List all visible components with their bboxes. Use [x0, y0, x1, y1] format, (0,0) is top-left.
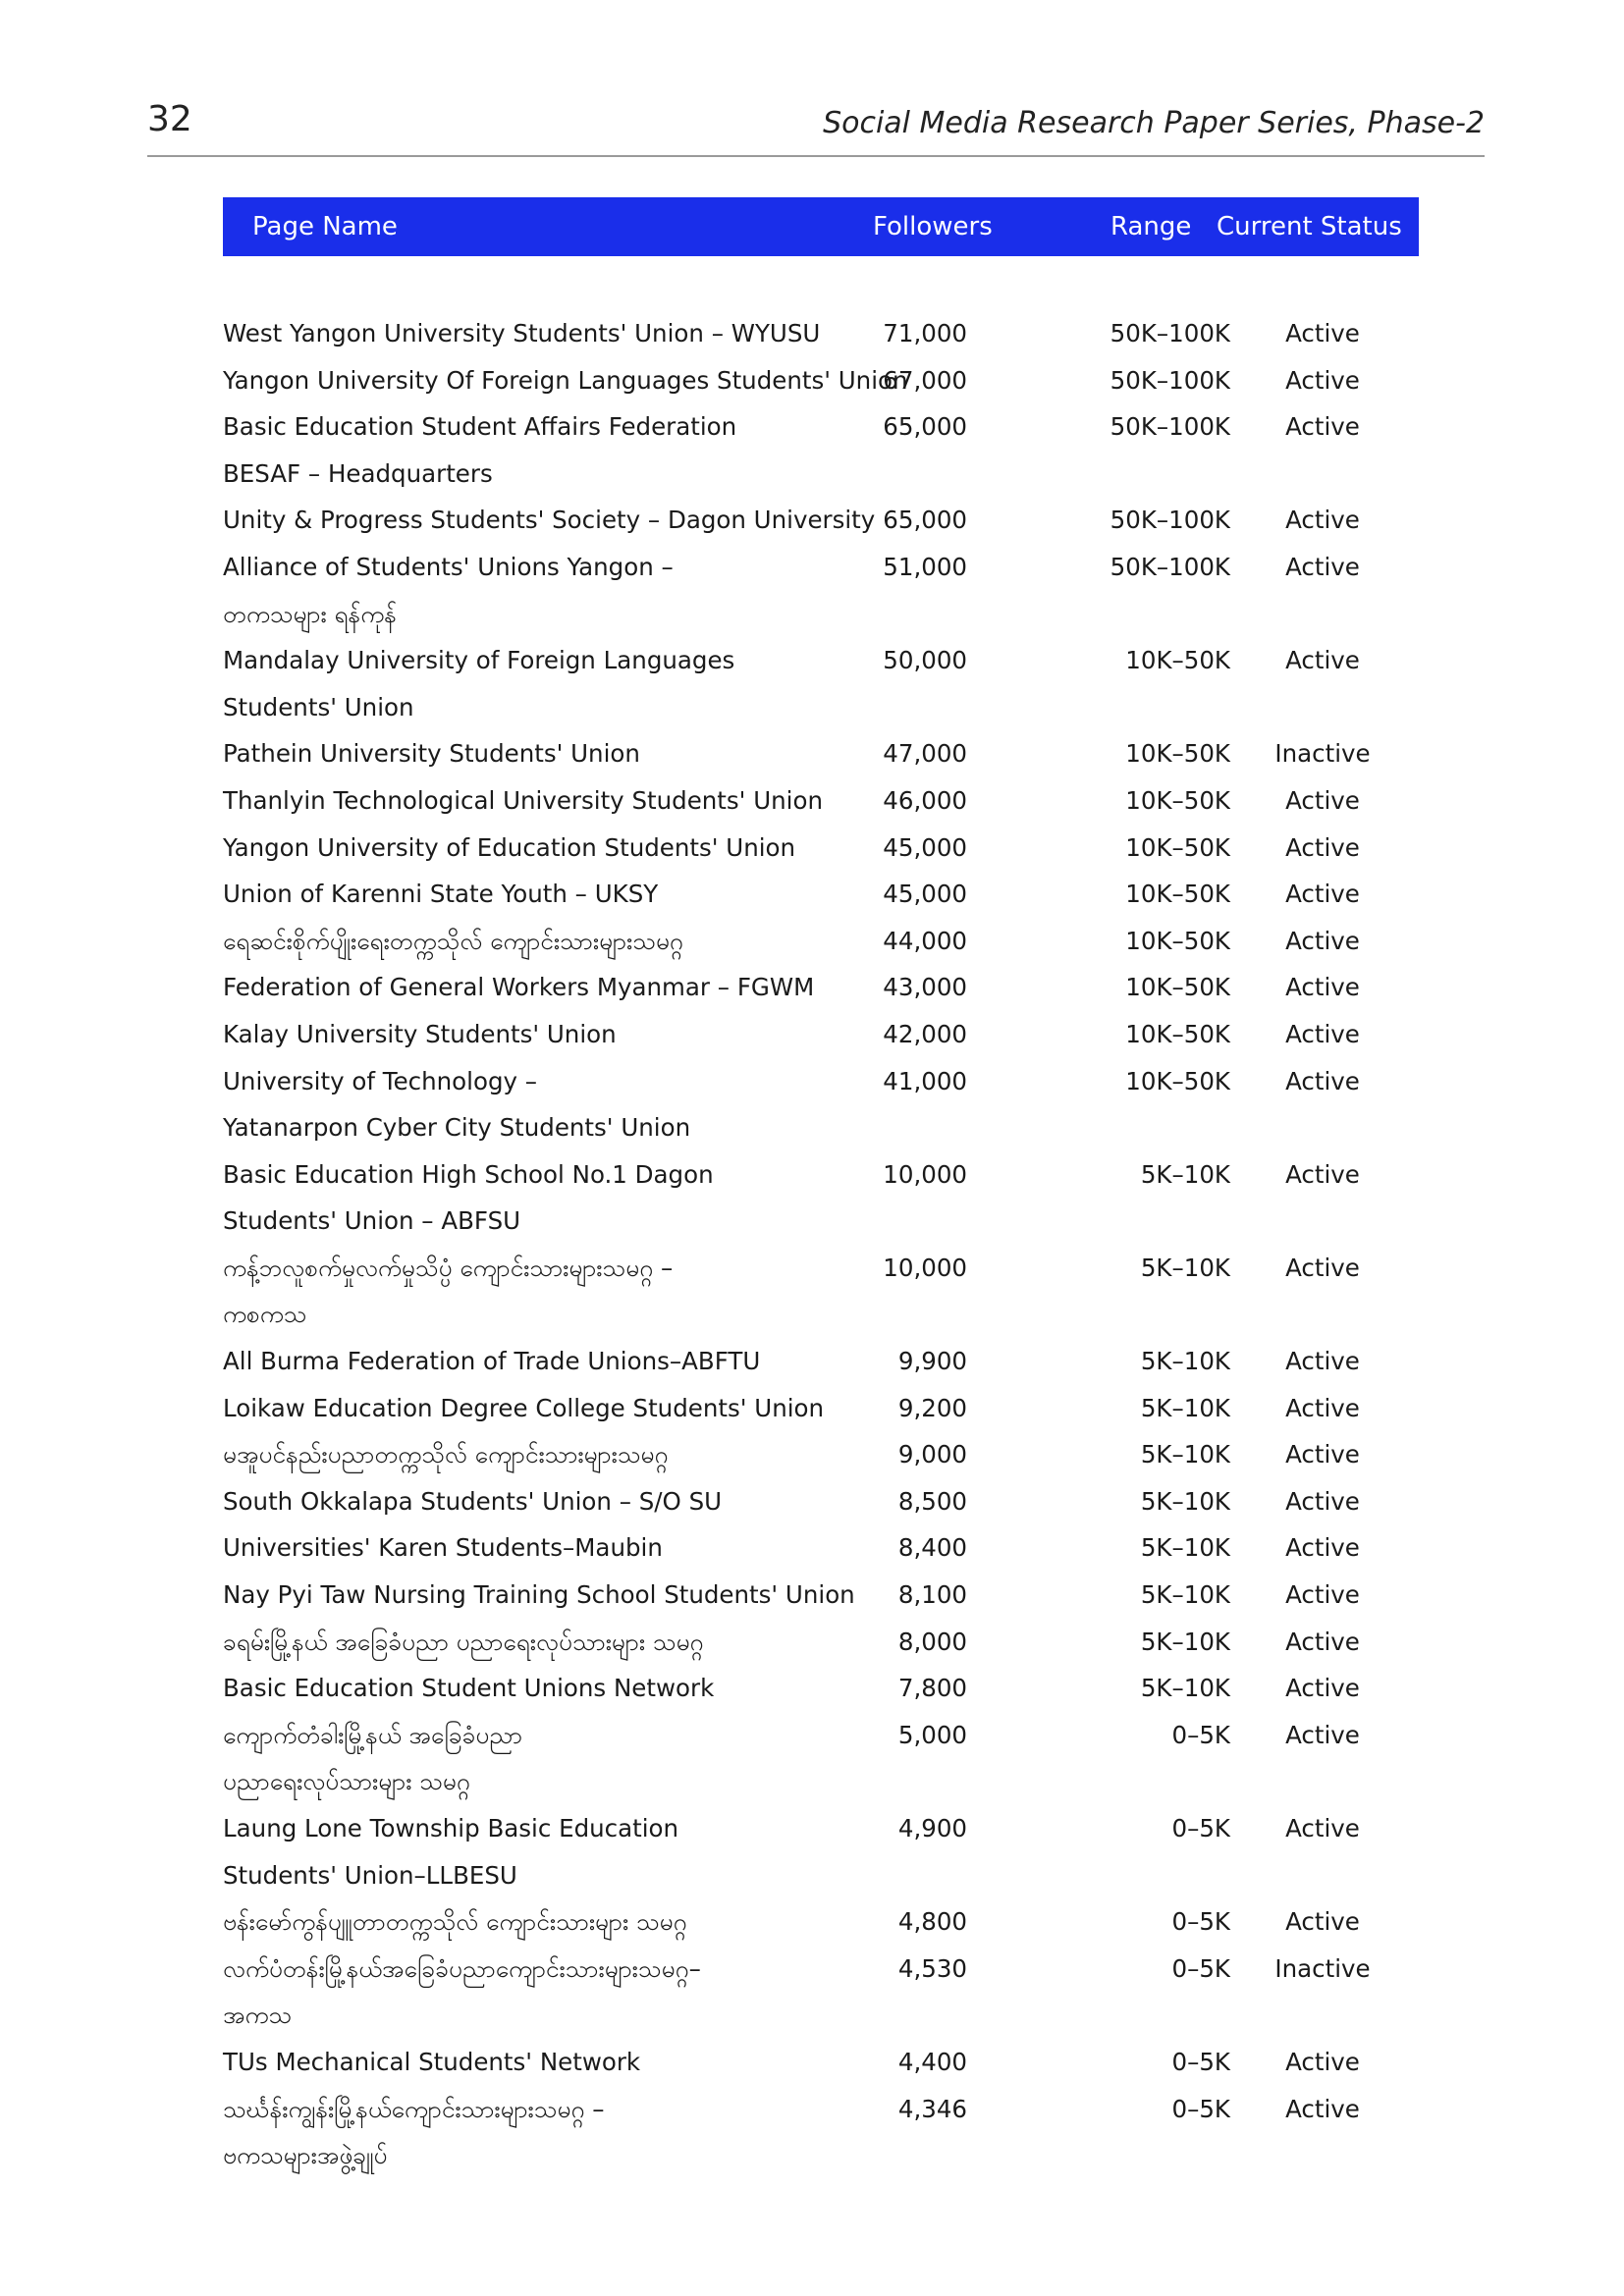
page-name-cell: Yangon University Of Foreign Languages Students' Union: [223, 365, 908, 395]
range-cell: 10K–50K: [1125, 973, 1230, 1002]
page-name-cell: Mandalay University of Foreign Languages Students' Union: [223, 646, 735, 721]
range-cell: 0–5K: [1171, 2094, 1230, 2123]
status-cell: Active: [1285, 1159, 1360, 1189]
range-cell: 50K–100K: [1110, 552, 1230, 581]
page-name-cell: Loikaw Education Degree College Students' Union: [223, 1393, 825, 1422]
status-cell: Active: [1285, 319, 1360, 347]
page-name-cell: Universities' Karen Students–Maubin: [223, 1533, 663, 1563]
table-row: [223, 1619, 1419, 1666]
status-cell: Active: [1285, 412, 1360, 442]
status-cell: Active: [1285, 506, 1360, 535]
table-row: [223, 310, 1419, 357]
range-cell: 50K–100K: [1110, 506, 1230, 535]
followers-table: [223, 197, 1419, 2179]
table-row: [223, 730, 1419, 777]
status-cell: Inactive: [1274, 739, 1371, 769]
table-row: [223, 1805, 1419, 1898]
status-cell: Active: [1285, 2094, 1360, 2123]
followers-cell: 4,900: [897, 1814, 967, 1842]
range-cell: 5K–10K: [1140, 1533, 1230, 1563]
table-row: [223, 1338, 1419, 1385]
header-rule: [147, 155, 1485, 157]
table-row: [223, 357, 1419, 404]
followers-cell: 45,000: [883, 880, 967, 909]
range-cell: 10K–50K: [1125, 646, 1230, 675]
range-cell: 5K–10K: [1140, 1674, 1230, 1703]
status-cell: Active: [1285, 1907, 1360, 1937]
status-cell: Active: [1285, 646, 1360, 675]
status-cell: Active: [1285, 1720, 1360, 1749]
status-cell: Active: [1285, 973, 1360, 1002]
range-cell: 5K–10K: [1140, 1440, 1230, 1469]
page-name-cell: Basic Education Student Affairs Federation BESAF – Headquarters: [223, 412, 737, 488]
range-cell: 5K–10K: [1140, 1393, 1230, 1422]
status-cell: Active: [1285, 1440, 1360, 1469]
followers-cell: 71,000: [883, 319, 967, 347]
followers-cell: 9,900: [897, 1347, 967, 1376]
status-cell: Active: [1285, 1627, 1360, 1656]
status-cell: Active: [1285, 1019, 1360, 1048]
table-row: [223, 1572, 1419, 1619]
page-name-cell: Federation of General Workers Myanmar – FGWM: [223, 973, 815, 1002]
header-range: Range: [1110, 212, 1192, 241]
page-name-cell: ခရမ်းမြို့နယ် အခြေခံပညာ ပညာရေးလုပ်သားများ သမဂ္ဂ: [223, 1627, 704, 1656]
running-title: Social Media Research Paper Series, Phase-2: [823, 106, 1485, 140]
page-name-cell: Kalay University Students' Union: [223, 1019, 617, 1048]
range-cell: 10K–50K: [1125, 832, 1230, 862]
page-name-cell: Union of Karenni State Youth – UKSY: [223, 880, 659, 909]
status-cell: Active: [1285, 1347, 1360, 1376]
table-row: [223, 918, 1419, 965]
followers-cell: 4,400: [897, 2047, 967, 2076]
table-row: [223, 1946, 1419, 2039]
table-row: [223, 2086, 1419, 2179]
range-cell: 5K–10K: [1140, 1627, 1230, 1656]
status-cell: Active: [1285, 832, 1360, 862]
range-cell: 10K–50K: [1125, 1066, 1230, 1095]
followers-cell: 45,000: [883, 832, 967, 862]
status-cell: Active: [1285, 1580, 1360, 1610]
table-row: [223, 1665, 1419, 1712]
table-row: [223, 1151, 1419, 1245]
followers-cell: 7,800: [897, 1674, 967, 1703]
table-row: [223, 1431, 1419, 1478]
table-row: [223, 1245, 1419, 1338]
header-current-status: Current Status: [1217, 212, 1402, 241]
table-row: [223, 825, 1419, 872]
table-row: [223, 1524, 1419, 1572]
followers-cell: 65,000: [883, 506, 967, 535]
range-cell: 0–5K: [1171, 1720, 1230, 1749]
page-name-cell: Unity & Progress Students' Society – Dagon University: [223, 506, 876, 535]
page-name-cell: Pathein University Students' Union: [223, 739, 640, 769]
status-cell: Active: [1285, 1814, 1360, 1842]
table-row: [223, 544, 1419, 637]
followers-cell: 4,800: [897, 1907, 967, 1937]
page-name-cell: Yangon University of Education Students' Union: [223, 832, 796, 862]
followers-cell: 41,000: [883, 1066, 967, 1095]
status-cell: Active: [1285, 1066, 1360, 1095]
followers-cell: 8,000: [897, 1627, 967, 1656]
table-row: [223, 637, 1419, 730]
status-cell: Active: [1285, 1674, 1360, 1703]
followers-cell: 50,000: [883, 646, 967, 675]
table-row: [223, 1011, 1419, 1058]
table-row: [223, 403, 1419, 497]
followers-cell: 46,000: [883, 785, 967, 815]
followers-cell: 51,000: [883, 552, 967, 581]
range-cell: 0–5K: [1171, 2047, 1230, 2076]
page-name-cell: West Yangon University Students' Union – WYUSU: [223, 319, 821, 347]
table-row: [223, 1898, 1419, 1946]
followers-cell: 44,000: [883, 926, 967, 955]
status-cell: Active: [1285, 2047, 1360, 2076]
range-cell: 0–5K: [1171, 1953, 1230, 1983]
page-name-cell: Basic Education Student Unions Network: [223, 1674, 715, 1703]
status-cell: Active: [1285, 785, 1360, 815]
page-name-cell: သင်္ဃန်းကျွန်းမြို့နယ်ကျောင်းသားများသမဂ္ဂ – ဗကသများအဖွဲ့ချုပ်: [223, 2094, 605, 2170]
status-cell: Active: [1285, 1533, 1360, 1563]
followers-cell: 10,000: [883, 1253, 967, 1282]
followers-cell: 9,000: [897, 1440, 967, 1469]
range-cell: 5K–10K: [1140, 1580, 1230, 1610]
page-name-cell: Alliance of Students' Unions Yangon – တကသများ ရန်ကုန်: [223, 552, 674, 628]
followers-cell: 4,346: [897, 2094, 967, 2123]
table-body: [223, 310, 1419, 2179]
followers-cell: 9,200: [897, 1393, 967, 1422]
status-cell: Active: [1285, 926, 1360, 955]
followers-cell: 43,000: [883, 973, 967, 1002]
page-name-cell: မအူပင်နည်းပညာတက္ကသိုလ် ကျောင်းသားများသမဂ္ဂ: [223, 1440, 669, 1469]
status-cell: Active: [1285, 1393, 1360, 1422]
page-name-cell: Laung Lone Township Basic Education Students' Union–LLBESU: [223, 1814, 679, 1890]
page-name-cell: Basic Education High School No.1 Dagon Students' Union – ABFSU: [223, 1159, 714, 1236]
page-name-cell: ကန့်ဘလူစက်မှုလက်မှုသိပ္ပံ ကျောင်းသားများသမဂ္ဂ – ကစကသ: [223, 1253, 674, 1329]
followers-cell: 47,000: [883, 739, 967, 769]
followers-cell: 5,000: [897, 1720, 967, 1749]
followers-cell: 10,000: [883, 1159, 967, 1189]
table-row: [223, 964, 1419, 1011]
header-followers: Followers: [873, 212, 993, 241]
range-cell: 5K–10K: [1140, 1159, 1230, 1189]
followers-cell: 8,400: [897, 1533, 967, 1563]
range-cell: 10K–50K: [1125, 1019, 1230, 1048]
range-cell: 50K–100K: [1110, 319, 1230, 347]
table-row: [223, 1058, 1419, 1151]
range-cell: 10K–50K: [1125, 739, 1230, 769]
range-cell: 10K–50K: [1125, 880, 1230, 909]
table-row: [223, 1478, 1419, 1525]
page-name-cell: TUs Mechanical Students' Network: [223, 2047, 641, 2076]
status-cell: Active: [1285, 1486, 1360, 1516]
status-cell: Active: [1285, 1253, 1360, 1282]
range-cell: 5K–10K: [1140, 1253, 1230, 1282]
table-row: [223, 497, 1419, 544]
followers-cell: 8,500: [897, 1486, 967, 1516]
page-name-cell: ကျောက်တံခါးမြို့နယ် အခြေခံပညာ ပညာရေးလုပ်သားများ သမဂ္ဂ: [223, 1720, 523, 1796]
followers-cell: 67,000: [883, 365, 967, 395]
table-row: [223, 1712, 1419, 1805]
status-cell: Active: [1285, 365, 1360, 395]
page-name-cell: Nay Pyi Taw Nursing Training School Students' Union: [223, 1580, 855, 1610]
page-name-cell: Thanlyin Technological University Students' Union: [223, 785, 823, 815]
status-cell: Active: [1285, 880, 1360, 909]
range-cell: 0–5K: [1171, 1907, 1230, 1937]
page-name-cell: South Okkalapa Students' Union – S/O SU: [223, 1486, 723, 1516]
table-row: [223, 777, 1419, 825]
page-name-cell: လက်ပံတန်းမြို့နယ်အခြေခံပညာကျောင်းသားများသမဂ္ဂ– အကသ: [223, 1953, 701, 2030]
followers-cell: 8,100: [897, 1580, 967, 1610]
table-row: [223, 1385, 1419, 1432]
range-cell: 50K–100K: [1110, 412, 1230, 442]
page-name-cell: University of Technology – Yatanarpon Cyber City Students' Union: [223, 1066, 691, 1143]
table-row: [223, 2039, 1419, 2086]
range-cell: 5K–10K: [1140, 1347, 1230, 1376]
table-row: [223, 871, 1419, 918]
page-name-cell: All Burma Federation of Trade Unions–ABFTU: [223, 1347, 761, 1376]
table-header: [223, 197, 1419, 256]
range-cell: 5K–10K: [1140, 1486, 1230, 1516]
page-name-cell: ရေဆင်းစိုက်ပျိုးရေးတက္ကသိုလ် ကျောင်းသားများသမဂ္ဂ: [223, 926, 683, 955]
range-cell: 50K–100K: [1110, 365, 1230, 395]
range-cell: 10K–50K: [1125, 785, 1230, 815]
page-number: 32: [147, 99, 192, 139]
range-cell: 0–5K: [1171, 1814, 1230, 1842]
followers-cell: 42,000: [883, 1019, 967, 1048]
status-cell: Inactive: [1274, 1953, 1371, 1983]
status-cell: Active: [1285, 552, 1360, 581]
followers-cell: 4,530: [897, 1953, 967, 1983]
header-page-name: Page Name: [252, 212, 398, 241]
page-name-cell: ဗန်းမော်ကွန်ပျူတာတက္ကသိုလ် ကျောင်းသားများ သမဂ္ဂ: [223, 1907, 687, 1937]
followers-cell: 65,000: [883, 412, 967, 442]
range-cell: 10K–50K: [1125, 926, 1230, 955]
